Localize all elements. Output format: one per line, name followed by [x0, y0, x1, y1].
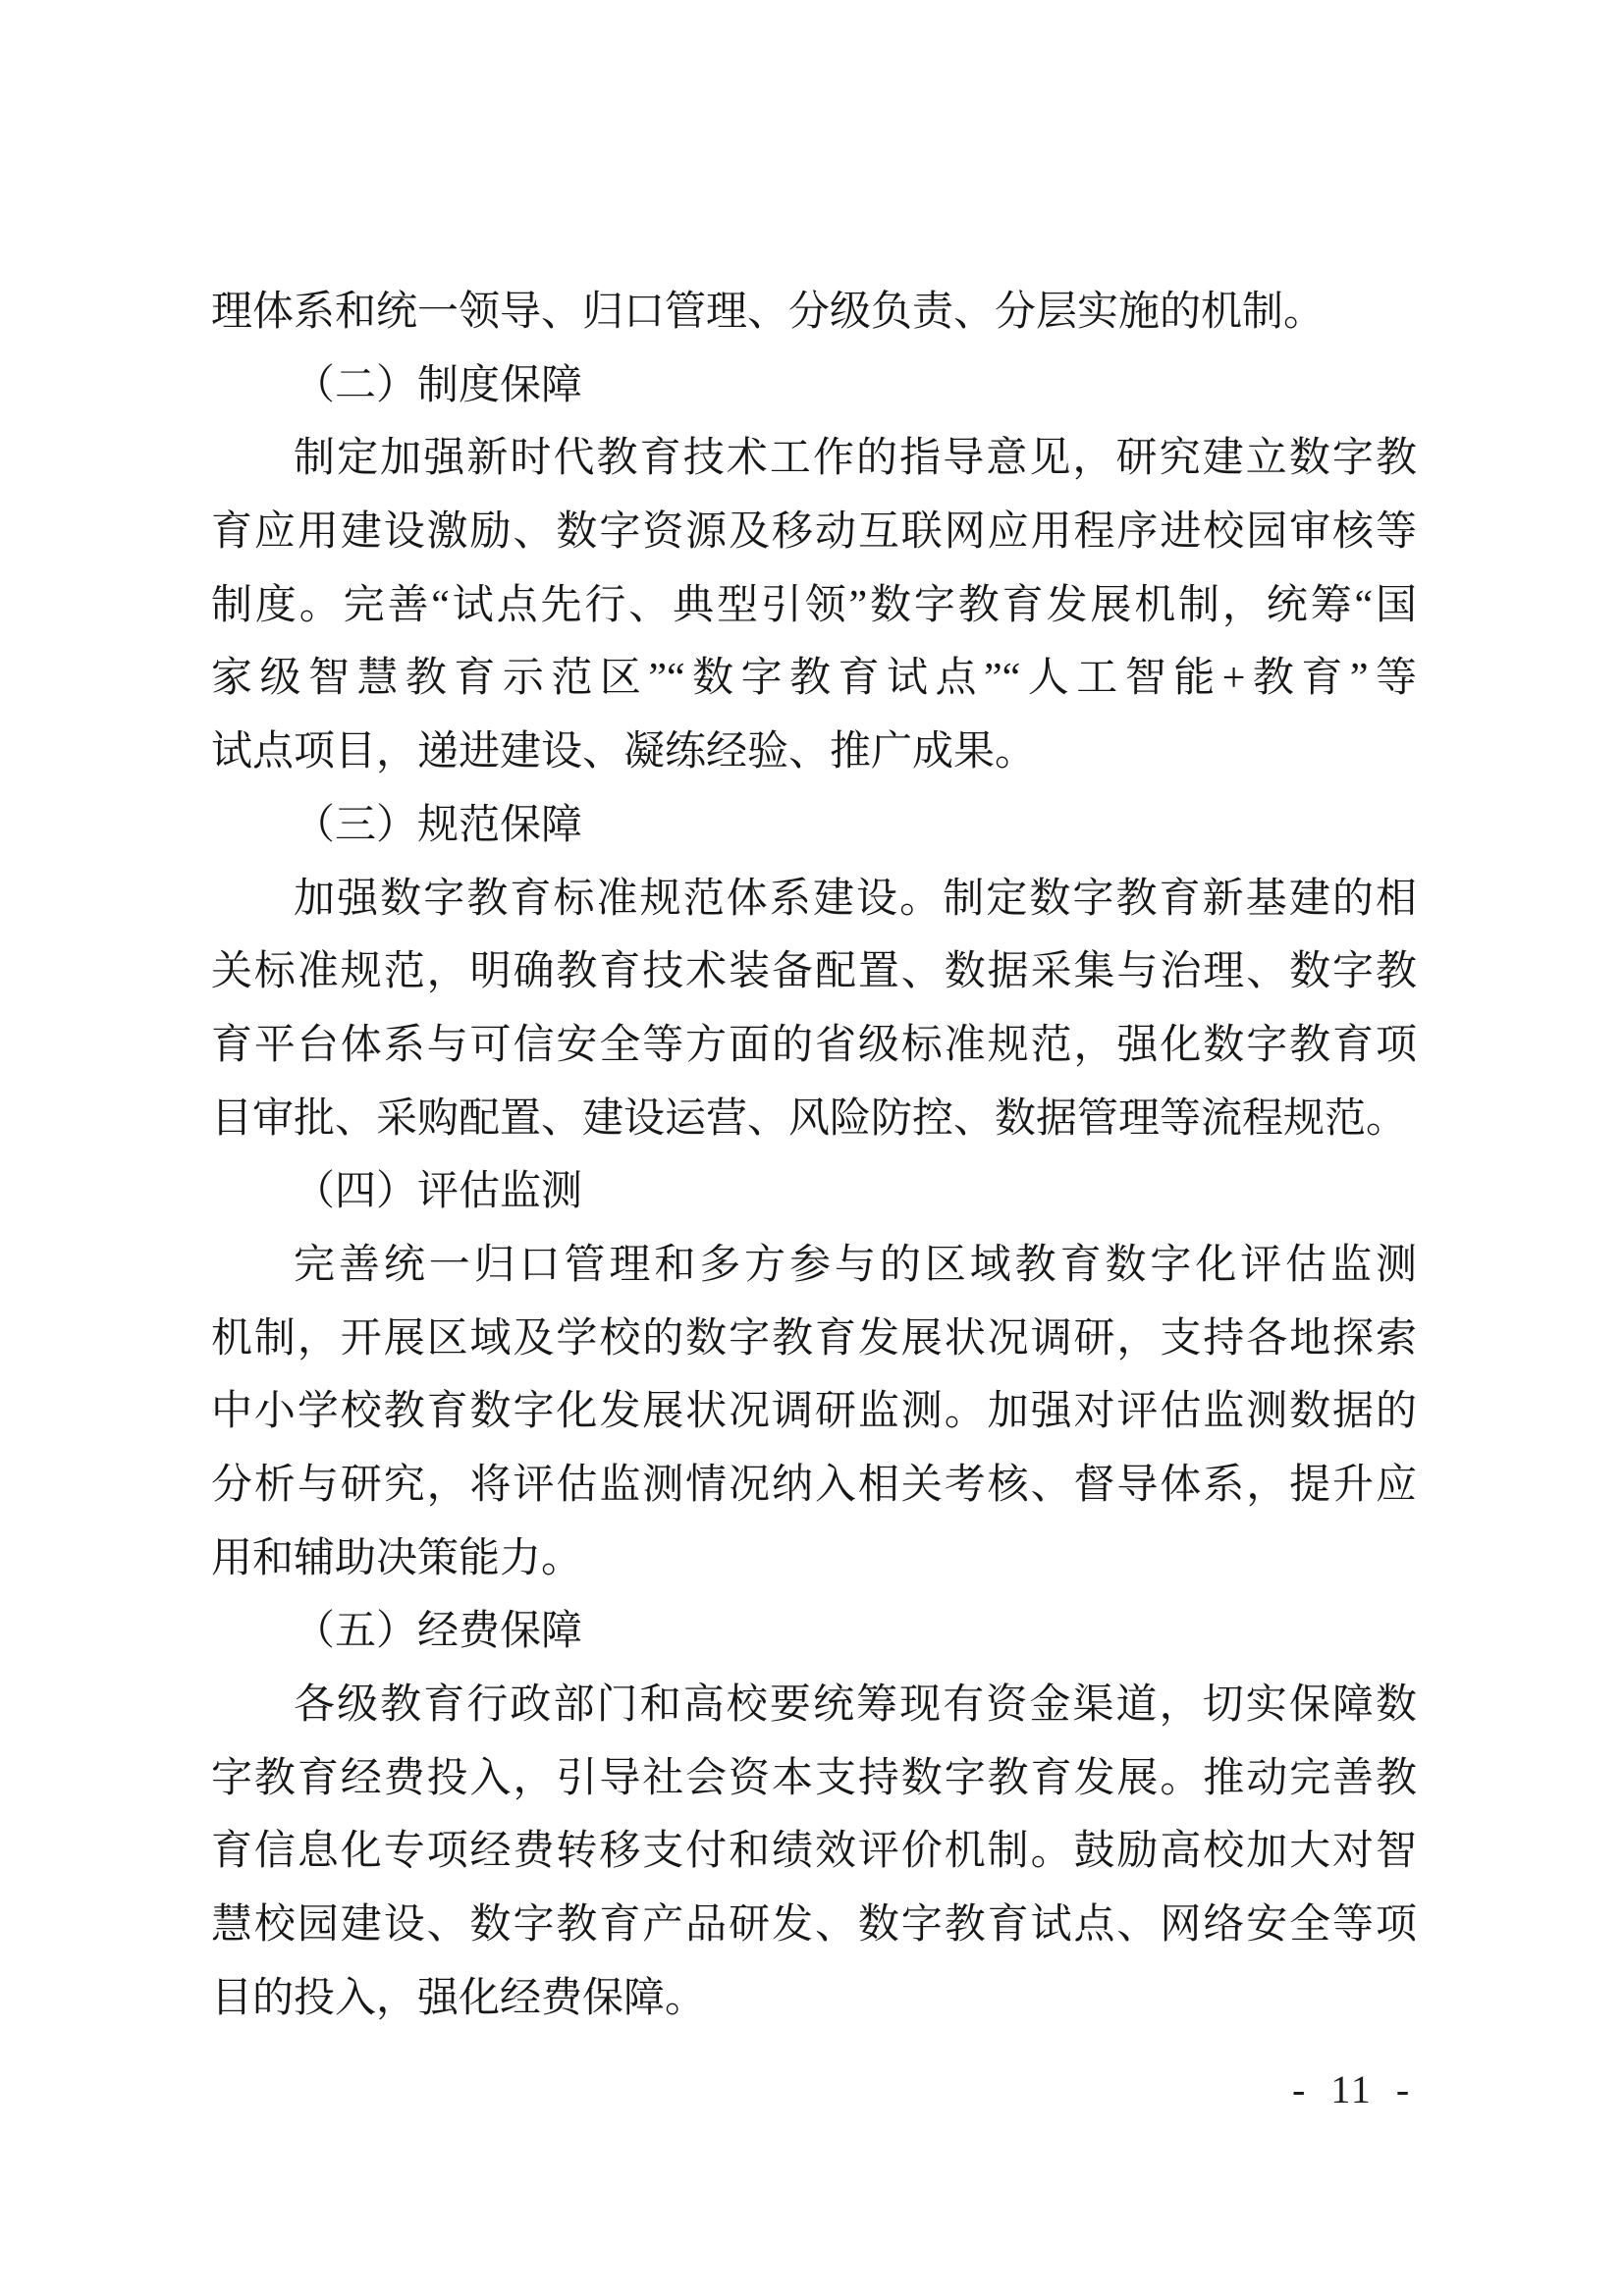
text-line: 育平台体系与可信安全等方面的省级标准规范，强化数字教育项 [211, 1022, 1417, 1068]
text-line: 用和辅助决策能力。 [211, 1535, 583, 1581]
text-block [211, 276, 1417, 2036]
text-line: 加强数字教育标准规范体系建设。制定数字教育新基建的相 [294, 876, 1417, 922]
text-line: 目审批、采购配置、建设运营、风险防控、数据管理等流程规范。 [211, 1095, 1408, 1142]
text-line: 目的投入，强化经费保障。 [211, 1975, 707, 2021]
text-line: 分析与研究，将评估监测情况纳入相关考核、督导体系，提升应 [211, 1463, 1417, 1508]
text-line: 家级智慧教育示范区”“数字教育试点”“人工智能+教育”等 [211, 656, 1417, 702]
text-line: 试点项目，递进建设、凝练经验、推广成果。 [211, 729, 1037, 775]
text-line: 机制，开展区域及学校的数字教育发展状况调研，支持各地探索 [211, 1315, 1417, 1362]
page-number: - 11 - [1292, 2067, 1412, 2111]
section-heading: （五）经费保障 [294, 1609, 583, 1655]
text-line: 慧校园建设、数字教育产品研发、数字教育试点、网络安全等项 [211, 1902, 1417, 1949]
text-line: 关标准规范，明确教育技术装备配置、数据采集与治理、数字教 [211, 949, 1417, 995]
text-line: 育信息化专项经费转移支付和绩效评价机制。鼓励高校加大对智 [211, 1829, 1417, 1875]
text-line: 育应用建设激励、数字资源及移动互联网应用程序进校园审核等 [211, 509, 1417, 556]
text-line: 字教育经费投入，引导社会资本支持数字教育发展。推动完善教 [211, 1755, 1417, 1801]
section-heading: （二）制度保障 [294, 362, 583, 408]
text-line: 完善统一归口管理和多方参与的区域教育数字化评估监测 [294, 1242, 1417, 1288]
text-line: 制定加强新时代教育技术工作的指导意见，研究建立数字教 [294, 436, 1417, 482]
section-heading: （三）规范保障 [294, 802, 583, 848]
text-line: 各级教育行政部门和高校要统筹现有资金渠道，切实保障数 [294, 1682, 1417, 1729]
text-line: 中小学校教育数字化发展状况调研监测。加强对评估监测数据的 [211, 1389, 1417, 1435]
text-line: 理体系和统一领导、归口管理、分级负责、分层实施的机制。 [211, 290, 1326, 335]
text-line: 制度。完善“试点先行、典型引领”数字教育发展机制，统筹“国 [211, 582, 1417, 628]
section-heading: （四）评估监测 [294, 1169, 583, 1215]
